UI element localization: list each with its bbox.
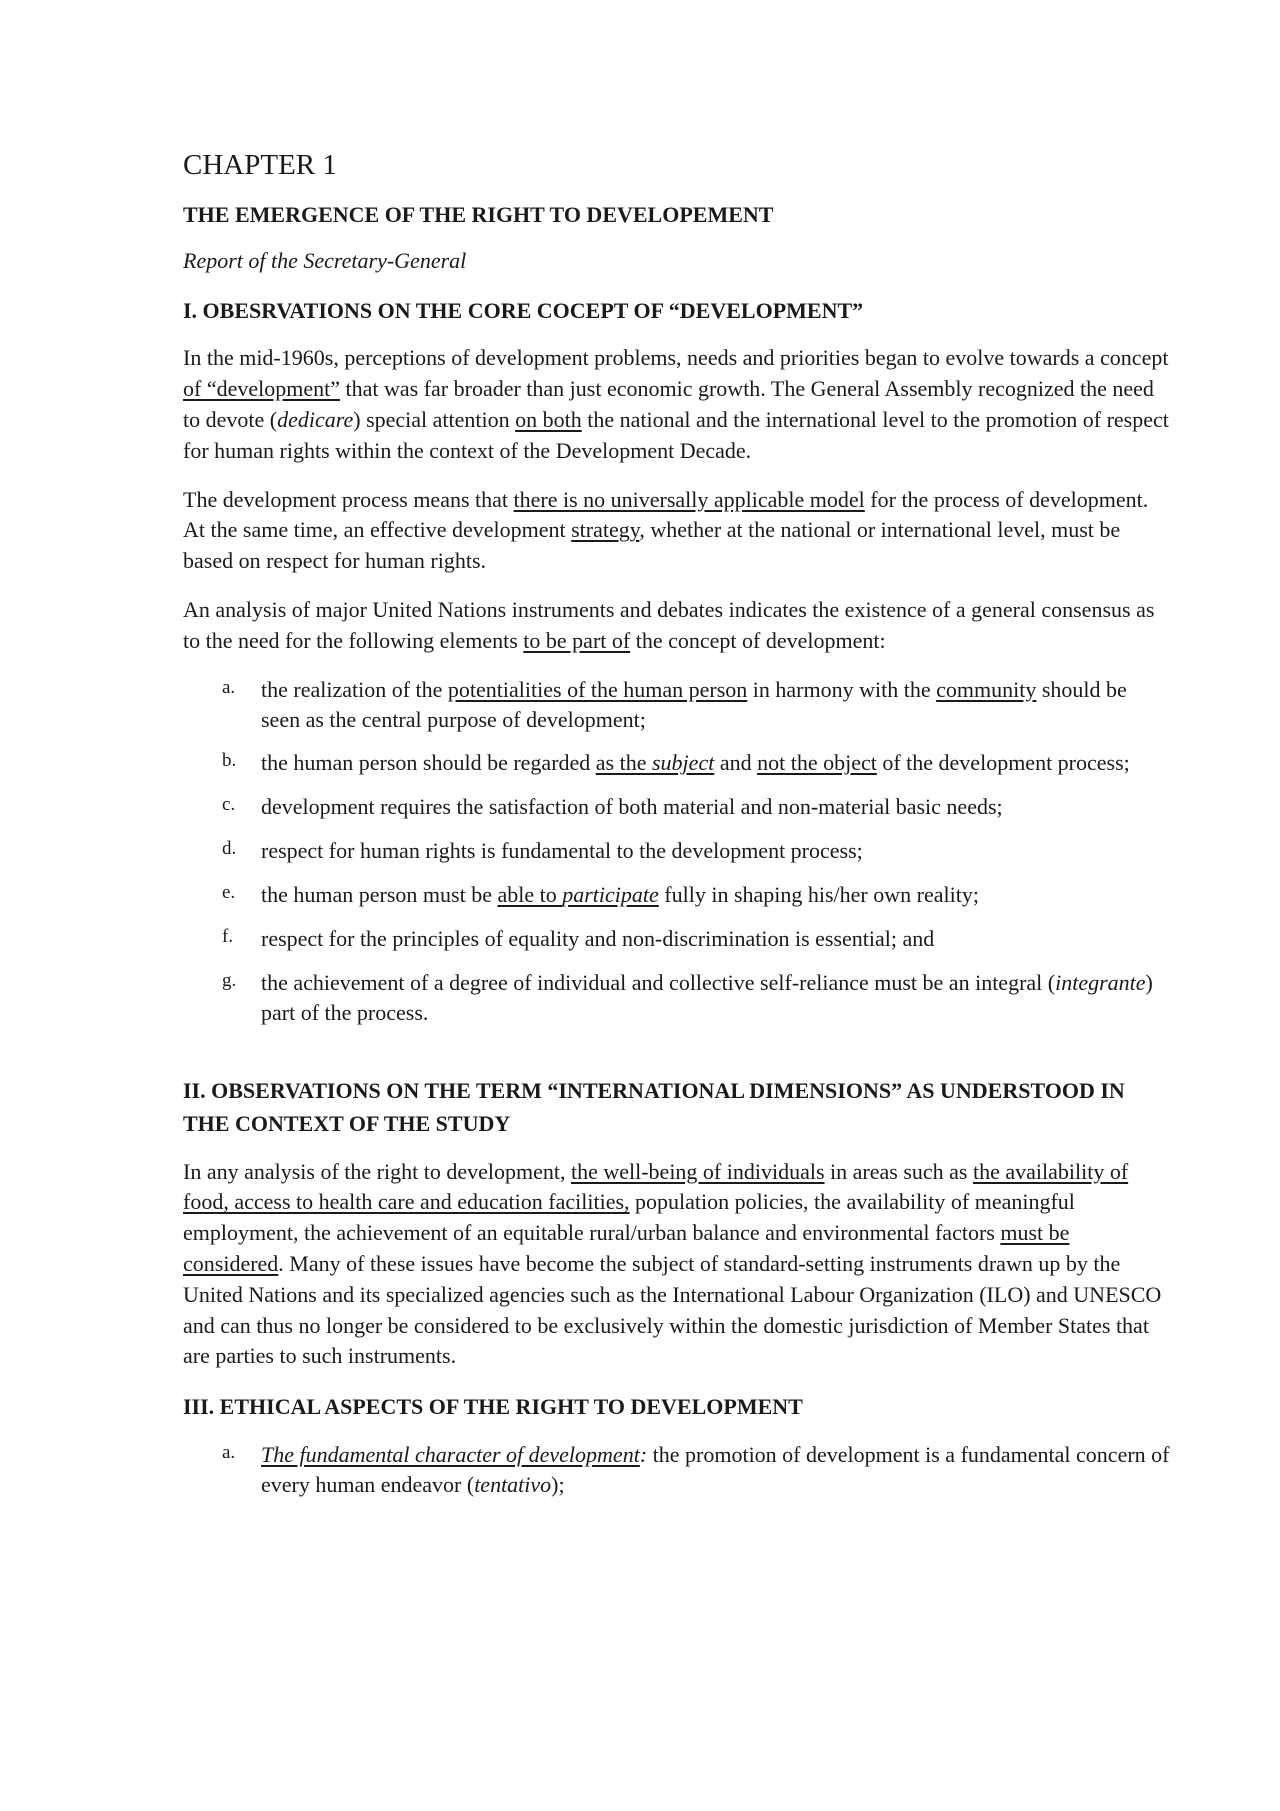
chapter-label: CHAPTER 1 bbox=[183, 149, 337, 181]
list-item: f. respect for the principles of equality and non-discrimination is essential; and bbox=[222, 926, 935, 952]
list-item: d. respect for human rights is fundamental to the development process; bbox=[222, 838, 863, 864]
list-item: a. The fundamental character of development: the promotion of development is a fundamental concern of every human endeavor (tentativo); bbox=[222, 1441, 1170, 1497]
list-marker: g. bbox=[222, 969, 237, 991]
section-2-heading: II. OBSERVATIONS ON THE TERM “INTERNATIONAL DIMENSIONS” AS UNDERSTOOD IN THE CONTEXT OF THE STUDY bbox=[183, 1077, 1125, 1137]
elements-list bbox=[183, 675, 1170, 1028]
list-item: g. the achievement of a degree of individual and collective self-reliance must be an integral (integrante) part of the process. bbox=[222, 969, 1153, 1025]
section-1-heading: I. OBESRVATIONS ON THE CORE COCEPT OF “DEVELOPMENT” bbox=[183, 297, 864, 323]
section-1 bbox=[183, 294, 1170, 1028]
list-marker: a. bbox=[222, 1441, 236, 1463]
section-1-paragraph-2: The development process means that there is no universally applicable model for the process of development. At the same time, an effective development strategy, whether at the national or international level, must be based on respect for human rights. bbox=[183, 486, 1149, 574]
list-item: a. the realization of the potentialities of the human person in harmony with the community should be seen as the central purpose of development; bbox=[222, 676, 1127, 732]
list-marker: c. bbox=[222, 794, 236, 816]
list-marker: a. bbox=[222, 676, 236, 698]
ethical-aspects-list bbox=[183, 1440, 1170, 1500]
section-2 bbox=[183, 1074, 1170, 1372]
section-2-paragraph-1: In any analysis of the right to development, the well-being of individuals in areas such as the availability of food, access to health care and education facilities, population policies, the availability of meaningful employment, the achievement of an equitable rural/urban balance and environmental factors must be considered. Many of these issues have become the subject of standard-setting instruments drawn up by the United Nations and its specialized agencies such as the International Labour Organization (ILO) and UNESCO and can thus no longer be considered to be exclusively within the domestic jurisdiction of Member States that are parties to such instruments. bbox=[183, 1158, 1162, 1369]
list-item: c. development requires the satisfaction of both material and non-material basic needs; bbox=[222, 794, 1003, 820]
list-marker: e. bbox=[222, 882, 236, 904]
list-marker: d. bbox=[222, 838, 237, 860]
section-1-paragraph-1: In the mid-1960s, perceptions of development problems, needs and priorities began to evolve towards a concept of “development” that was far broader than just economic growth. The General Assembly recognized the need to devote (dedicare) special attention on both the national and the international level to the promotion of respect for human rights within the context of the Development Decade. bbox=[183, 345, 1169, 463]
list-item: b. the human person should be regarded as the subject and not the object of the development process; bbox=[222, 750, 1130, 776]
list-marker: b. bbox=[222, 750, 237, 772]
section-3 bbox=[183, 1390, 1170, 1499]
document-subtitle: Report of the Secretary-General bbox=[183, 248, 467, 274]
section-3-heading: III. ETHICAL ASPECTS OF THE RIGHT TO DEVELOPMENT bbox=[183, 1394, 803, 1420]
document-title: THE EMERGENCE OF THE RIGHT TO DEVELOPEMENT bbox=[183, 201, 774, 227]
list-item: e. the human person must be able to participate fully in shaping his/her own reality; bbox=[222, 882, 979, 908]
list-marker: f. bbox=[222, 926, 234, 948]
section-1-paragraph-3: An analysis of major United Nations instruments and debates indicates the existence of a general consensus as to the need for the following elements to be part of the concept of development: bbox=[183, 597, 1155, 653]
